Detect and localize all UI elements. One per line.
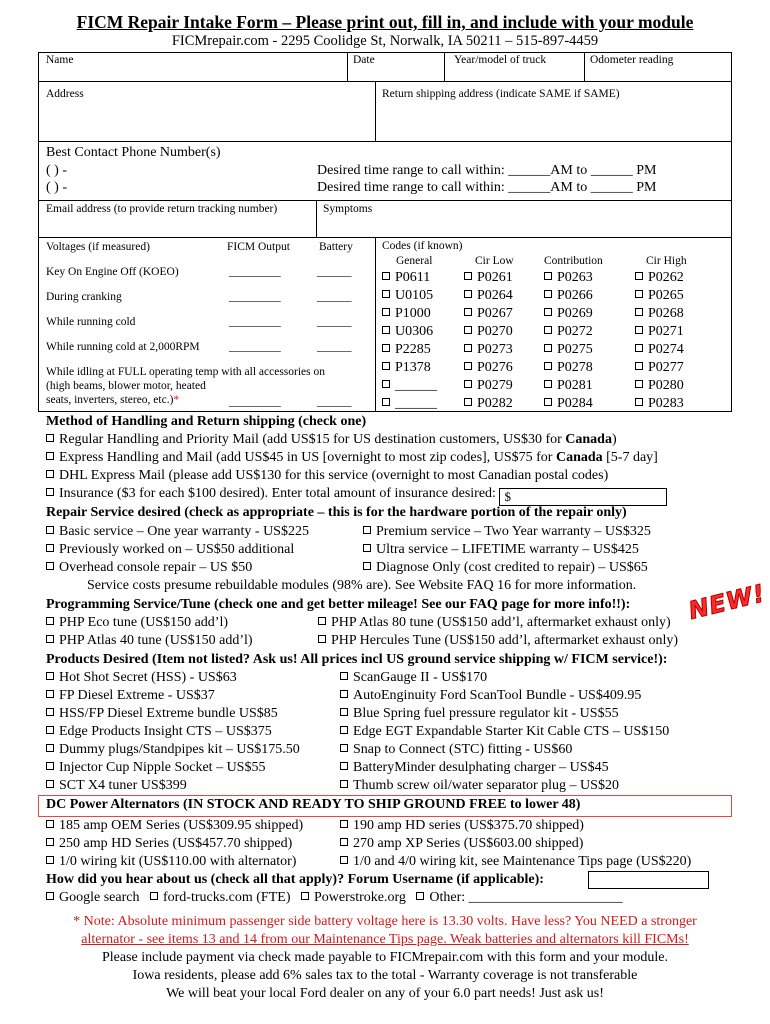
code-label: P0266 <box>557 288 593 303</box>
checkbox[interactable] <box>150 892 158 900</box>
checkbox[interactable] <box>46 892 54 900</box>
form-subtitle: FICMrepair.com - 2295 Coolidge St, Norwalk, IA 50211 – 515-897-4459 <box>171 33 599 49</box>
code-label: P0262 <box>648 270 684 285</box>
checkbox[interactable] <box>318 617 326 625</box>
checkbox[interactable] <box>46 452 54 460</box>
hear-option-other[interactable]: Other: ______________________ <box>416 890 622 905</box>
code-option-cirhigh[interactable] <box>635 270 684 286</box>
hear-option-powerstroke[interactable]: Powerstroke.org <box>301 890 406 905</box>
product-option[interactable] <box>46 688 215 704</box>
checkbox[interactable] <box>46 544 54 552</box>
code-label: P0284 <box>557 396 593 411</box>
checkbox[interactable] <box>46 617 54 625</box>
code-option-cirlow[interactable] <box>464 288 513 304</box>
product-label: Edge Products Insight CTS – US$375 <box>59 724 272 739</box>
checkbox[interactable] <box>382 362 390 370</box>
checkbox[interactable] <box>635 290 643 298</box>
programming-option[interactable]: PHP Eco tune (US$150 add’l) <box>46 615 228 631</box>
programming-option[interactable]: PHP Atlas 40 tune (US$150 add’l) <box>46 633 253 649</box>
checkbox[interactable] <box>363 526 371 534</box>
battery-header: Battery <box>319 241 353 253</box>
checkbox[interactable] <box>635 326 643 334</box>
code-option-general[interactable] <box>382 378 437 394</box>
checkbox[interactable] <box>464 308 472 316</box>
product-label: HSS/FP Diesel Extreme bundle US$85 <box>59 706 278 721</box>
product-option[interactable] <box>46 742 300 758</box>
symptoms-label: Symptoms <box>323 203 373 215</box>
date-label: Date <box>353 54 375 66</box>
code-option-contribution[interactable] <box>544 360 593 376</box>
checkbox[interactable] <box>544 290 552 298</box>
checkbox[interactable] <box>635 362 643 370</box>
idle-label-1: While idling at FULL operating temp with all accessories on <box>46 366 326 378</box>
checkbox[interactable] <box>46 672 54 680</box>
code-option-cirlow[interactable] <box>464 324 513 340</box>
codes-header: Codes (if known) <box>382 240 463 252</box>
product-label: Hot Shot Secret (HSS) - US$63 <box>59 670 237 685</box>
checkbox[interactable] <box>544 308 552 316</box>
code-option-cirhigh[interactable] <box>635 396 684 412</box>
checkbox[interactable] <box>340 820 348 828</box>
code-label: P0276 <box>477 360 513 375</box>
code-option-general[interactable] <box>382 396 437 412</box>
programming-header: Programming Service/Tune (check one and get better mileage! See our FAQ page for more info!!): <box>46 597 631 612</box>
product-label: Blue Spring fuel pressure regulator kit - US$55 <box>353 706 619 721</box>
product-label: SCT X4 tuner US$399 <box>59 778 187 793</box>
codes-col-general: General <box>396 255 433 267</box>
email-label: Email address (to provide return tracking number) <box>46 203 278 215</box>
symptoms-field[interactable] <box>316 200 732 238</box>
footer-line-1: Please include payment via check made payable to FICMrepair.com with this form and your module. <box>101 950 669 965</box>
code-label: P1000 <box>395 306 431 321</box>
product-option[interactable] <box>340 778 619 794</box>
code-label: U0105 <box>395 288 434 303</box>
code-option-cirlow[interactable] <box>464 378 513 394</box>
code-option-cirhigh[interactable] <box>635 288 684 304</box>
checkbox[interactable] <box>363 562 371 570</box>
ficm-blank[interactable]: _________ <box>229 396 281 408</box>
products-header: Products Desired (Item not listed? Ask us! All prices incl US ground service shipping w/ FICM service!): <box>46 652 668 667</box>
checkbox[interactable] <box>544 344 552 352</box>
codes-col-cirhigh: Cir High <box>646 255 687 267</box>
checkbox[interactable] <box>635 272 643 280</box>
checkbox[interactable] <box>46 762 54 770</box>
checkbox[interactable] <box>340 708 348 716</box>
alternator-option[interactable]: 250 amp HD Series (US$457.70 shipped) <box>46 836 292 852</box>
code-label: P0279 <box>477 378 513 393</box>
checkbox[interactable] <box>382 290 390 298</box>
new-badge: NEW! <box>685 578 769 626</box>
footer-note-1: * Note: Absolute minimum passenger side battery voltage here is 13.30 volts. Have less? You NEED a stronger <box>73 914 697 929</box>
product-label: ScanGauge II - US$170 <box>353 670 488 685</box>
code-option-contribution[interactable] <box>544 288 593 304</box>
idle-label-3: seats, inverters, stereo, etc.)* <box>46 394 180 406</box>
product-option[interactable] <box>340 724 669 740</box>
checkbox[interactable] <box>416 892 424 900</box>
insurance-amount-input[interactable]: $ <box>499 488 667 506</box>
voltage-row-label: While running cold <box>46 316 136 328</box>
year-model-label: Year/model of truck <box>454 54 547 66</box>
code-label: P0265 <box>648 288 684 303</box>
checkbox[interactable] <box>544 326 552 334</box>
code-option-cirhigh[interactable] <box>635 378 684 394</box>
form-title: FICM Repair Intake Form – Please print out, fill in, and include with your module <box>76 12 694 32</box>
checkbox[interactable] <box>635 398 643 406</box>
product-option[interactable] <box>340 742 572 758</box>
checkbox[interactable] <box>46 838 54 846</box>
code-option-contribution[interactable] <box>544 396 593 412</box>
checkbox[interactable] <box>382 326 390 334</box>
product-option[interactable] <box>340 670 487 686</box>
code-option-cirlow[interactable] <box>464 342 513 358</box>
checkbox[interactable] <box>46 744 54 752</box>
odometer-label: Odometer reading <box>590 54 674 66</box>
return-address-label: Return shipping address (indicate SAME if SAME) <box>382 88 620 100</box>
product-label: FP Diesel Extreme - US$37 <box>59 688 215 703</box>
ficm-blank[interactable]: _________ <box>229 316 281 328</box>
phone-line-1: ( ) - <box>46 163 67 178</box>
product-label: BatteryMinder desulphating charger – US$45 <box>353 760 609 775</box>
phone-label: Best Contact Phone Number(s) <box>46 145 221 160</box>
repair-note: Service costs presume rebuildable modules (98% are). See Website FAQ 16 for more information. <box>87 578 637 593</box>
code-option-cirhigh[interactable] <box>635 306 684 322</box>
product-option[interactable] <box>46 706 278 722</box>
checkbox[interactable] <box>46 562 54 570</box>
code-option-general[interactable] <box>382 306 431 322</box>
code-label: P0278 <box>557 360 593 375</box>
code-label: ______ <box>395 396 437 411</box>
checkbox[interactable] <box>464 362 472 370</box>
checkbox[interactable] <box>464 326 472 334</box>
checkbox[interactable] <box>382 344 390 352</box>
call-range-1: Desired time range to call within: ______AM to ______ PM <box>317 163 657 178</box>
battery-blank[interactable]: ______ <box>317 341 352 353</box>
repair-option[interactable]: Premium service – Two Year warranty – US$325 <box>363 524 651 540</box>
checkbox[interactable] <box>46 780 54 788</box>
code-option-cirlow[interactable] <box>464 396 513 412</box>
idle-asterisk: * <box>173 394 180 406</box>
ficm-blank[interactable]: _________ <box>229 291 281 303</box>
checkbox[interactable] <box>46 488 54 496</box>
battery-blank[interactable]: ______ <box>317 291 352 303</box>
code-label: P0263 <box>557 270 593 285</box>
product-label: Thumb screw oil/water separator plug – US$20 <box>353 778 619 793</box>
alternator-option[interactable]: 1/0 wiring kit (US$110.00 with alternator) <box>46 854 296 870</box>
handling-option-dhl[interactable]: DHL Express Mail (please add US$130 for this service (overnight to most Canadian postal codes) <box>46 468 608 484</box>
hear-options <box>46 890 623 906</box>
checkbox[interactable] <box>464 398 472 406</box>
code-option-contribution[interactable] <box>544 270 593 286</box>
product-option[interactable] <box>340 688 641 704</box>
product-label: Injector Cup Nipple Socket – US$55 <box>59 760 266 775</box>
code-label: P0282 <box>477 396 513 411</box>
code-option-general[interactable] <box>382 270 430 286</box>
checkbox[interactable] <box>635 344 643 352</box>
checkbox[interactable] <box>340 744 348 752</box>
alternator-option[interactable]: 185 amp OEM Series (US$309.95 shipped) <box>46 818 303 834</box>
forum-username-input[interactable] <box>588 871 709 889</box>
code-label: P0275 <box>557 342 593 357</box>
checkbox[interactable] <box>363 544 371 552</box>
checkbox[interactable] <box>46 470 54 478</box>
idle-label-2: (high beams, blower motor, heated <box>46 380 206 392</box>
footer-note-2: alternator - see items 13 and 14 from our Maintenance Tips page. Weak batteries and alternators kill FICMs! <box>81 932 689 947</box>
product-option[interactable] <box>46 778 187 794</box>
battery-blank[interactable]: ______ <box>317 266 352 278</box>
code-label: P0611 <box>395 270 431 285</box>
footer-line-2: Iowa residents, please add 6% sales tax to the total - Warranty coverage is not transferable <box>132 968 638 983</box>
repair-option[interactable]: Previously worked on – US$50 additional <box>46 542 294 558</box>
product-option[interactable] <box>340 760 609 776</box>
codes-col-cirlow: Cir Low <box>475 255 514 267</box>
checkbox[interactable] <box>382 380 390 388</box>
code-option-contribution[interactable] <box>544 378 593 394</box>
phone-line-2: ( ) - <box>46 180 67 195</box>
address-field[interactable] <box>38 81 376 142</box>
checkbox[interactable] <box>382 398 390 406</box>
checkbox[interactable] <box>544 398 552 406</box>
voltage-row-label: While running cold at 2,000RPM <box>46 341 200 353</box>
ficm-output-header: FICM Output <box>227 241 290 253</box>
checkbox[interactable] <box>340 856 348 864</box>
call-range-2: Desired time range to call within: ______AM to ______ PM <box>317 180 657 195</box>
code-option-general[interactable] <box>382 342 431 358</box>
product-option[interactable] <box>46 760 265 776</box>
checkbox[interactable] <box>46 726 54 734</box>
checkbox[interactable] <box>318 635 326 643</box>
code-label: P0277 <box>648 360 684 375</box>
checkbox[interactable] <box>340 672 348 680</box>
checkbox[interactable] <box>46 708 54 716</box>
checkbox[interactable] <box>382 272 390 280</box>
checkbox[interactable] <box>46 635 54 643</box>
code-label: ______ <box>395 378 437 393</box>
ficm-blank[interactable]: _________ <box>229 341 281 353</box>
code-option-cirhigh[interactable] <box>635 324 684 340</box>
code-label: P0280 <box>648 378 684 393</box>
repair-header: Repair Service desired (check as appropriate – this is for the hardware portion of the repair only) <box>46 505 627 520</box>
checkbox[interactable] <box>635 380 643 388</box>
name-field[interactable] <box>38 52 348 82</box>
checkbox[interactable] <box>544 272 552 280</box>
alternator-option[interactable]: 190 amp HD series (US$375.70 shipped) <box>340 818 584 834</box>
address-label: Address <box>46 88 84 100</box>
product-option[interactable] <box>46 724 272 740</box>
codes-col-contribution: Contribution <box>544 255 603 267</box>
footer-line-3: We will beat your local Ford dealer on any of your 6.0 part needs! Just ask us! <box>166 986 604 1001</box>
programming-option[interactable]: PHP Atlas 80 tune (US$150 add’l, aftermarket exhaust only) <box>318 615 671 631</box>
handling-option-regular[interactable]: Regular Handling and Priority Mail (add US$15 for US destination customers, US$30 for Canada) <box>46 432 617 448</box>
handling-header: Method of Handling and Return shipping (check one) <box>46 414 367 429</box>
code-label: P0268 <box>648 306 684 321</box>
ficm-blank[interactable]: _________ <box>229 266 281 278</box>
repair-option[interactable]: Overhead console repair – US $50 <box>46 560 252 576</box>
alternators-header: DC Power Alternators (IN STOCK AND READY TO SHIP GROUND FREE to lower 48) <box>46 797 581 812</box>
code-option-cirlow[interactable] <box>464 306 513 322</box>
checkbox[interactable] <box>544 380 552 388</box>
hear-option-google[interactable]: Google search <box>46 890 139 905</box>
code-option-contribution[interactable] <box>544 306 593 322</box>
checkbox[interactable] <box>382 308 390 316</box>
checkbox[interactable] <box>635 308 643 316</box>
alternator-option[interactable]: 1/0 and 4/0 wiring kit, see Maintenance Tips page (US$220) <box>340 854 691 870</box>
code-label: P0271 <box>648 324 684 339</box>
checkbox[interactable] <box>46 434 54 442</box>
handling-option-express[interactable]: Express Handling and Mail (add US$45 in US [overnight to most zip codes], US$75 for Canada [5-7 day] <box>46 450 658 466</box>
code-label: P1378 <box>395 360 431 375</box>
checkbox[interactable] <box>340 690 348 698</box>
hear-header: How did you hear about us (check all that apply)? Forum Username (if applicable): <box>46 872 544 887</box>
checkbox[interactable] <box>340 838 348 846</box>
programming-option[interactable]: PHP Hercules Tune (US$150 add’l, aftermarket exhaust only) <box>318 633 678 649</box>
product-label: AutoEnginuity Ford ScanTool Bundle - US$409.95 <box>353 688 642 703</box>
code-option-cirhigh[interactable] <box>635 360 684 376</box>
repair-option[interactable]: Ultra service – LIFETIME warranty – US$425 <box>363 542 639 558</box>
code-label: P0274 <box>648 342 684 357</box>
code-label: P2285 <box>395 342 431 357</box>
checkbox[interactable] <box>340 780 348 788</box>
code-label: P0270 <box>477 324 513 339</box>
code-option-general[interactable] <box>382 360 431 376</box>
product-label: Dummy plugs/Standpipes kit – US$175.50 <box>59 742 300 757</box>
handling-option-insurance[interactable]: Insurance ($3 for each $100 desired). Enter total amount of insurance desired: $ <box>46 486 667 506</box>
checkbox[interactable] <box>464 290 472 298</box>
product-option[interactable] <box>46 670 237 686</box>
checkbox[interactable] <box>46 820 54 828</box>
voltage-row-label: Key On Engine Off (KOEO) <box>46 266 179 278</box>
code-label: P0264 <box>477 288 513 303</box>
code-option-contribution[interactable] <box>544 342 593 358</box>
checkbox[interactable] <box>301 892 309 900</box>
alternator-option[interactable]: 270 amp XP Series (US$603.00 shipped) <box>340 836 583 852</box>
repair-option[interactable]: Basic service – One year warranty - US$225 <box>46 524 309 540</box>
checkbox[interactable] <box>46 856 54 864</box>
checkbox[interactable] <box>46 526 54 534</box>
code-option-general[interactable] <box>382 324 433 340</box>
code-option-general[interactable] <box>382 288 433 304</box>
product-label: Edge EGT Expandable Starter Kit Cable CTS – US$150 <box>353 724 670 739</box>
checkbox[interactable] <box>46 690 54 698</box>
code-label: P0281 <box>557 378 593 393</box>
battery-blank[interactable]: ______ <box>317 316 352 328</box>
battery-blank[interactable]: ______ <box>317 396 352 408</box>
checkbox[interactable] <box>544 362 552 370</box>
checkbox[interactable] <box>340 726 348 734</box>
code-option-contribution[interactable] <box>544 324 593 340</box>
voltages-header: Voltages (if measured) <box>46 241 150 253</box>
code-option-cirhigh[interactable] <box>635 342 684 358</box>
code-label: U0306 <box>395 324 434 339</box>
product-label: Snap to Connect (STC) fitting - US$60 <box>353 742 573 757</box>
code-label: P0267 <box>477 306 513 321</box>
product-option[interactable] <box>340 706 619 722</box>
checkbox[interactable] <box>340 762 348 770</box>
checkbox[interactable] <box>464 380 472 388</box>
code-label: P0273 <box>477 342 513 357</box>
voltage-row-label: During cranking <box>46 291 122 303</box>
repair-option[interactable]: Diagnose Only (cost credited to repair) – US$65 <box>363 560 648 576</box>
code-option-cirlow[interactable] <box>464 360 513 376</box>
hear-option-fte[interactable]: ford-trucks.com (FTE) <box>150 890 291 905</box>
checkbox[interactable] <box>464 344 472 352</box>
code-label: P0261 <box>477 270 513 285</box>
code-option-cirlow[interactable] <box>464 270 513 286</box>
checkbox[interactable] <box>464 272 472 280</box>
name-label: Name <box>46 54 74 66</box>
code-label: P0269 <box>557 306 593 321</box>
code-label: P0272 <box>557 324 593 339</box>
code-label: P0283 <box>648 396 684 411</box>
